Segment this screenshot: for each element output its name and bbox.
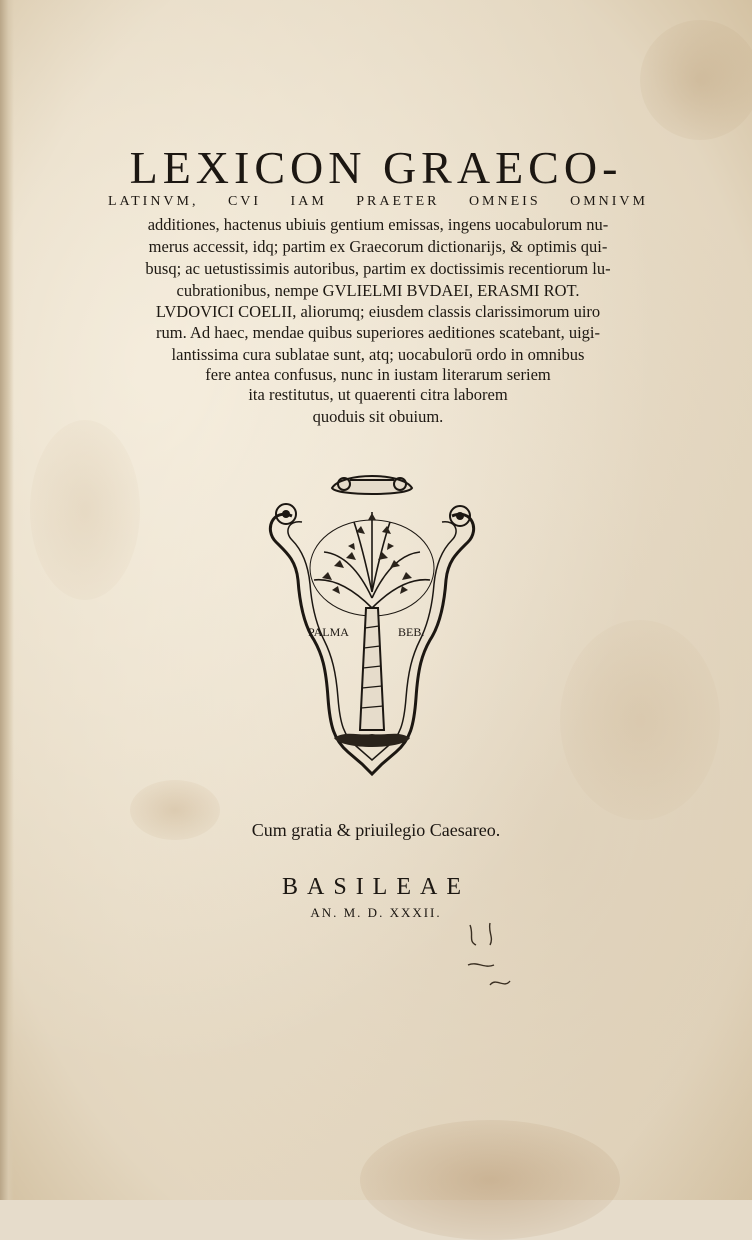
book-title: LEXICON GRAECO-: [129, 142, 623, 193]
body-line: rum. Ad haec, mendae quibus superiores aeditiones scatebant, uigi-: [156, 323, 600, 342]
foxing-stain: [30, 420, 140, 600]
body-line: merus accessit, idq; partim ex Graecorum dictionarijs, & optimis qui-: [148, 237, 608, 256]
imprint-year: AN. M. D. XXXII.: [310, 905, 442, 920]
body-line: fere antea confusus, nunc in iustam literarum seriem: [205, 365, 551, 384]
body-line: quoduis sit obuium.: [312, 407, 444, 426]
body-line: cubrationibus, nempe GVLIELMI BVDAEI, ERASMI ROT.: [176, 281, 580, 300]
body-line: ita restitutus, ut quaerenti citra laborem: [248, 385, 508, 404]
body-line: lantissima cura sublatae sunt, atq; uocabulorū ordo in omnibus: [171, 345, 585, 364]
foxing-stain: [640, 20, 752, 140]
emblem-motto-left: PALMA: [308, 625, 349, 639]
privilege-line: Cum gratia & priuilegio Caesareo.: [251, 820, 501, 840]
body-line: busq; ac uetustissimis autoribus, partim ex doctissimis recentiorum lu-: [145, 259, 611, 278]
subtitle-caps-line: LATINVM, CVI IAM PRAETER OMNEIS OMNIVM: [108, 194, 648, 209]
body-line: LVDOVICI COELII, aliorumq; eiusdem classis clarissimorum uiro: [155, 302, 601, 321]
foxing-stain: [560, 620, 720, 820]
emblem-motto-right: BEB.: [398, 625, 425, 639]
imprint-city: BASILEAE: [282, 874, 470, 900]
printers-device-emblem: [262, 468, 482, 780]
foxing-stain: [360, 1120, 620, 1240]
handwritten-marks: [460, 915, 540, 995]
body-line: additiones, hactenus ubiuis gentium emissas, ingens uocabulorum nu-: [147, 215, 609, 234]
